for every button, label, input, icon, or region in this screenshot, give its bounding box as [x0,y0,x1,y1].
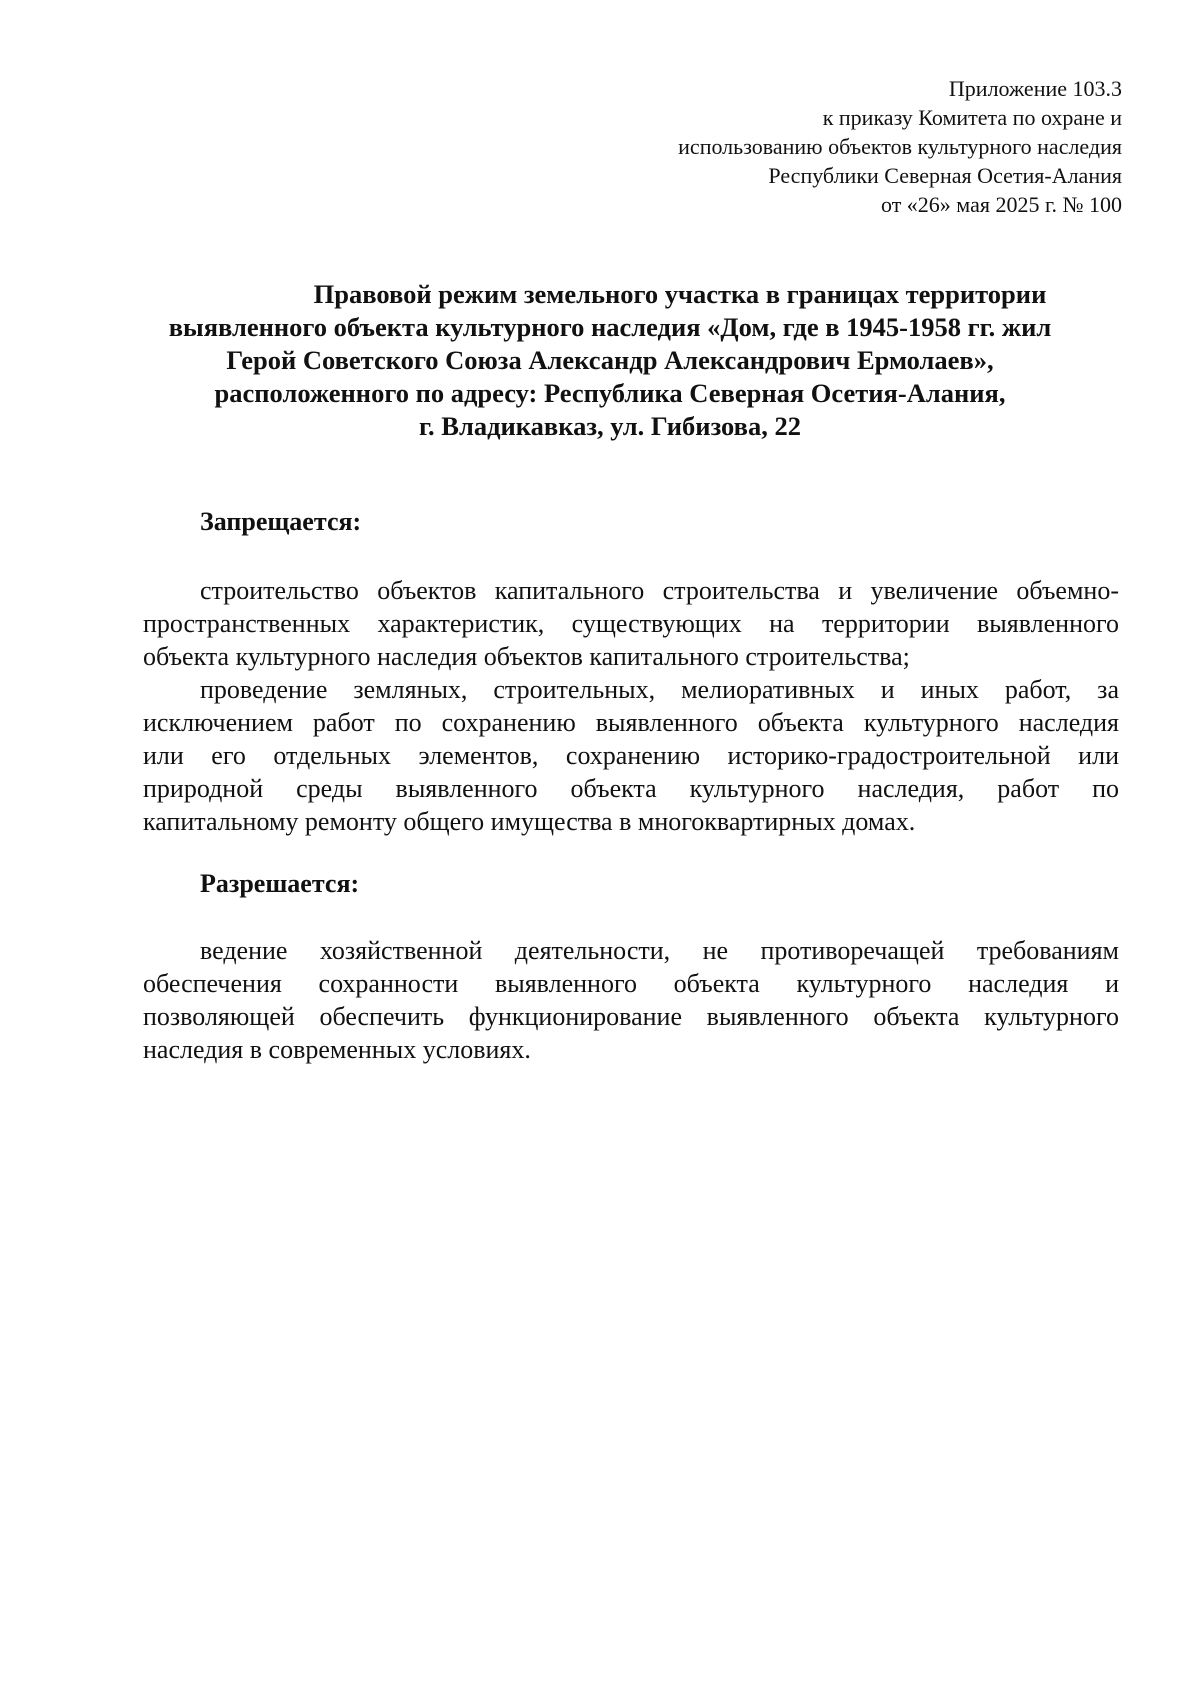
paragraph-line: обеспечения сохранности выявленного объекта культурного наследия и [143,969,1119,998]
title-line: выявленного объекта культурного наследия «Дом, где в 1945-1958 гг. жил [168,312,1052,342]
paragraph-line: капитальному ремонту общего имущества в многоквартирных домах. [143,807,916,836]
appendix-order-line: к приказу Комитета по охране и [822,105,1122,130]
appendix-committee-line: использованию объектов культурного наследия [678,134,1122,159]
appendix-header [502,74,1122,219]
paragraph-line: ведение хозяйственной деятельности, не противоречащей требованиям [200,936,1119,965]
title-line: г. Владикавказ, ул. Гибизова, 22 [419,411,801,441]
paragraph-line: проведение земляных, строительных, мелиоративных и иных работ, за [200,675,1119,704]
paragraph-line: природной среды выявленного объекта культурного наследия, работ по [143,774,1119,803]
appendix-republic-line: Республики Северная Осетия-Алания [768,163,1122,188]
paragraph-line: или его отдельных элементов, сохранению историко-градостроительной или [143,741,1119,770]
paragraph-line: наследия в современных условиях. [143,1035,531,1064]
prohibited-heading: Запрещается: [200,507,362,536]
permitted-heading: Разрешается: [200,869,360,898]
title-line: Правовой режим земельного участка в границах территории [313,279,1047,309]
paragraph-line: исключением работ по сохранению выявленного объекта культурного наследия [143,708,1119,737]
paragraph-line: объекта культурного наследия объектов капитального строительства; [143,642,910,671]
paragraph-line: позволяющей обеспечить функционирование выявленного объекта культурного [143,1002,1119,1031]
permitted-paragraph [143,934,1119,1066]
paragraph-line: пространственных характеристик, существующих на территории выявленного [143,609,1119,638]
appendix-date-line: от «26» мая 2025 г. № 100 [880,192,1122,217]
document-title [140,278,1080,443]
title-line: Герой Советского Союза Александр Александрович Ермолаев», [226,345,994,375]
appendix-number: Приложение 103.3 [948,76,1122,101]
prohibited-paragraph-construction [143,574,1119,673]
title-line: расположенного по адресу: Республика Северная Осетия-Алания, [214,378,1006,408]
paragraph-line: строительство объектов капитального строительства и увеличение объемно- [200,576,1119,605]
prohibited-paragraph-works [143,673,1119,838]
